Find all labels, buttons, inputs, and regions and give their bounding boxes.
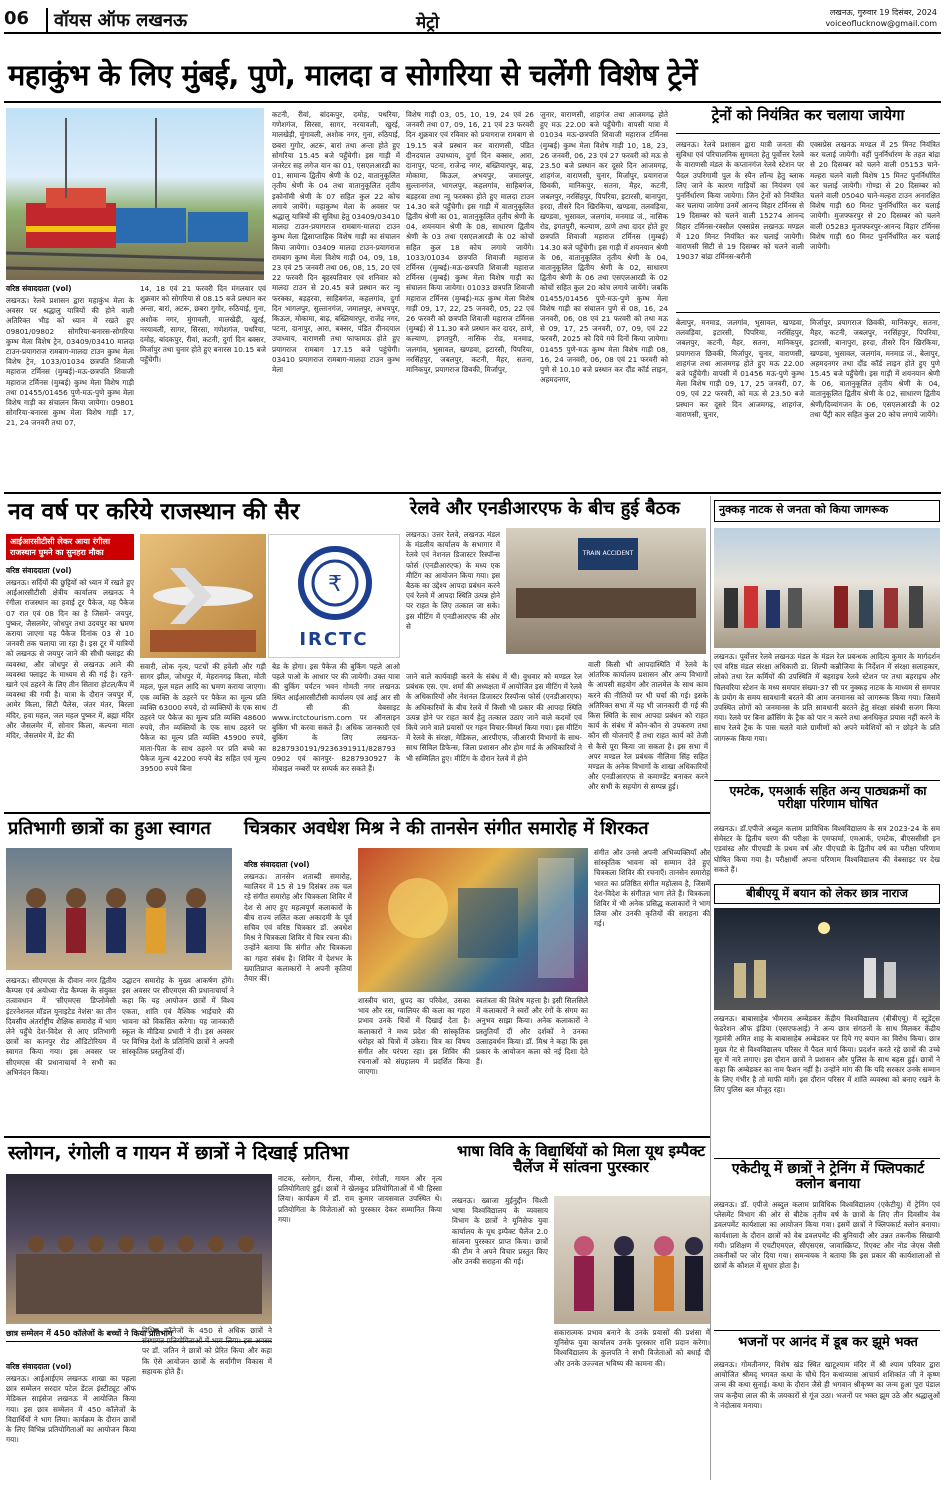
irctc-logo-icon xyxy=(269,535,400,625)
tansen-byline: वरिष्ठ संवाददाता (vol) xyxy=(244,860,310,869)
exam-body: लखनऊ। डॉ.एपीजे अब्दुल कलाम प्राविधिक विश्वविद्यालय के सत्र 2023-24 के सम सेमेस्टर के द्वितीय चरण की परीक्षा के एमफार्मा, एमआर्क, एमटेक, बीएससीसी इन एडवांस्ड और पीएचडी के प्रथम वर्ष और पीएचडी के द्वितीय वर्ष का परीक्षा परिणाम घोषित किया गया है। परीक्षार्थी अपना परिणाम विश्वविद्यालय की वेबसाइट पर देख सकते हैं। xyxy=(714,824,940,874)
bbau-body: लखनऊ। बाबासाहेब भीमराव अम्बेडकर केंद्रीय विश्वविद्यालय (बीबीएयू) में स्टूडेंट्स फेडरेशन ऑफ इंडिया (एसएफआई) ने अन्य छात्र संगठनों के साथ मिलकर केंद्रीय गृहमंत्री अमित शाह के बाबासाहेब अम्बेडकर पर दिये गए बयान का विरोध किया। छात्र मुख्य गेट से विश्वविद्यालय परिसर में पैदल मार्च किया। प्रदर्शन करते रहे छात्रों की उच्चे सुर में नारे लगाए। इस दौरान छात्रों ने प्रशासन और पुलिस के साथ बहस हुई। छात्रों ने कहा कि अम्बेडकर का नाम फैशन नहीं है। उन्होंने मांग की कि यदि सरकार उनके सम्मान के लिए गंभीर है तो माफी मांगें। इस दौरान परिसर में शांति व्यवस्था को बनाए रखने के लिए पुलिस बल मौजूद रहा। xyxy=(714,1014,940,1095)
lead-col-2: कटनी, रीवां, बांदकपुर, दमोह, पथरिया, गणेशगंज, सिरसा, सागर, नरयावली, खुरई, मालखेड़ी, मुंगावली, अशोक नगर, गुना, रुठियाई, छबरा गुगोर, अटरू, बारां तथा अन्ता होते हुए सोगरिया 15.45 बजे पहुँचेगी। इस गाड़ी में जनरेटर सह लगेज यान का 01, एसएलआरडी का 01, सामान्य द्वितीय श्रेणी के 02, वातानुकूलित तृतीय श्रेणी के 04 तथा वातानुकूलित तृतीय इकोनॉमी श्रेणी के 07 सहित कुल 22 कोच लगाये जायेंगे। महाकुम्भ मेला के अवसर पर श्रद्धालु यात्रियों की सुविधा हेतु 03409/03410 मालदा टाउन-प्रयागराज रामबाग-मालदा टाउन कुम्भ मेला द्विसाप्ताहिक विशेष गाड़ी का संचालन किया जायेगा। 03409 मालदा टाउन-प्रयागराज रामबाग कुम्भ मेला विशेष गाड़ी 04, 09, 18, 23 एवं 25 जनवरी तथा 06, 08, 15, 20 एवं 22 फरवरी दिन बृहस्पतिवार एवं शनिवार को मालदा टाउन से 20.45 बजे प्रस्थान कर न्यू फरक्का, बड़हरवा, साहिबगंज, कहलगांव, दुर्गा दिन भागलपुर, सुल्तानगंज, जमालपुर, अभयपुर, किऊल, मोकामा, बाढ़, बख्तियारपुर, राजेंद्र नगर, पटना, दानापुर, आरा, बक्सर, पंडित दीनदयाल उपाध्याय, वाराणसी तथा फाफामऊ होते हुए प्रयागराज रामबाग 17.15 बजे पहुंचेगी। 03410 प्रयागराज रामबाग-मालदा टाउन कुम्भ मेला xyxy=(272,110,400,375)
dateline xyxy=(825,7,937,29)
rajasthan-col-2: सवारी, लोक नृत्य, पटचों की हवेली और गड़ी सागर झील, जोधपुर में, मेहरानगढ़ किला, मोती महल, फूल महल आदि का भ्रमण कराया जाएगा। एक व्यक्ति के ठहरने पर पैकेज का मूल्य प्रति व्यक्ति 63000 रुपये, दो व्यक्तियों के एक साथ ठहरने पर पैकेज का मूल्य प्रति व्यक्ति 48600 रुपये, तीन व्यक्तियों के एक साथ ठहरने पर पैकेज का मूल्य प्रति व्यक्ति 45900 रुपये, माता-पिता के साथ ठहरने पर प्रति बच्चे का पैकेज मूल्य 42200 रुपये बेड सहित एवं मूल्य 39500 रुपये बिना xyxy=(140,662,266,774)
slogan-byline: वरिष्ठ संवाददाता (vol) xyxy=(6,1362,72,1371)
irctc-logo-box xyxy=(268,534,400,658)
lead-col-1: लखनऊ। रेलवे प्रशासन द्वारा महाकुंभ मेला के अवसर पर श्रद्धालु यात्रियों की होने वाली अतिरिक्त भीड़ को ध्यान में रखते हुए 09801/09802 सोगरिया-बनारस-सोगरिया कुम्भ मेला विशेष ट्रेन, 03409/03410 मालदा टाउन-प्रयागराज रामबाग-मालदा टाउन कुम्भ मेला विशेष ट्रेन, 1033/01034 छत्रपति शिवाजी महाराज टर्मिनस (मुम्बई)-मऊ-छत्रपति शिवाजी महाराज टर्मिनस (मुम्बई) कुम्भ मेला विशेष गाड़ी तथा 01455/01456 पुणे-मऊ-पुणे कुम्भ मेला विशेष गाड़ी का संचालन किया जायेगा। 09801 सोगरिया-बनारस कुम्भ मेला विशेष गाड़ी 17, 21, 24 जनवरी तथा 07, xyxy=(6,296,134,428)
slogan-col-2: विभिन्न कॉलेजों के 450 से अधिक छात्रों ने संस्थागत प्रतियोगिताओं में भाग लिया। इस अवसर पर डॉ. जतिन ने छात्रों को प्रेरित किया और कहा कि ऐसे आयोजन छात्रों के सर्वांगीण विकास में सहायक होते हैं। xyxy=(142,1326,272,1376)
divider xyxy=(714,780,940,781)
lead-col-10: मिर्जापुर, प्रयागराज छिवकी, मानिकपुर, सतना, मैहर, कटनी, जबलपुर, नरसिंहपुर, पिपरिया, इटारसी, बानापुरा, हरदा, तीसरे दिन खिरकिया, खण्डवा, भुसावल, जलगांव, मनमाड जं., बेलापुर, अहमदनगर तथा दौंड कॉर्ड लाइन होते हुए पुणे 15.45 बजे पहुँचेगी। इस गाड़ी में शयनयान श्रेणी के 06, वातानुकूलित तृतीय श्रेणी के 04, वातानुकूलित द्वितीय श्रेणी के 02, साधारण द्वितीय श्रेणी/दिव्यांगजन के 06, एसएलआरडी के 02 तथा पैंट्री कार सहित कुल 20 कोच लगाये जायेंगे। xyxy=(810,318,940,419)
crowd-image xyxy=(714,528,940,648)
date-text: लखनऊ, गुरुवार 19 दिसंबर, 2024 xyxy=(829,8,937,17)
lead-col-4: जुनार, वाराणसी, शाहगंज तथा आजमगढ़ होते हुए मऊ 22.00 बजे पहुँचेगी। वापसी यात्रा में 01034 मऊ-छत्रपति शिवाजी महाराज टर्मिनस (मुम्बई) कुम्भ मेला विशेष गाड़ी 10, 18, 23, 26 जनवरी, 06, 23 एवं 27 फरवरी को मऊ से 23.50 बजे प्रस्थान कर दूसरे दिन आजमगढ़, शाहगंज, वाराणसी, चुनार, मिर्जापुर, प्रयागराज छिवकी, मानिकपुर, सतना, मैहर, कटनी, जबलपुर, नरसिंहपुर, पिपरिया, इटारसी, बानापुरा, हरदा, तीसरे दिन खिरकिया, खण्डवा, तलवड़िया, खण्डवा, भुसावल, जलगांव, मनमाड जं., नासिक रोड, इगतपुरी, कल्याण, ठाणे तथा दादर होते हुए छत्रपति शिवाजी महाराज टर्मिनस (मुम्बई) 14.30 बजे पहुँचेगी। इस गाड़ी में शयनयान श्रेणी के 06, वातानुकूलित तृतीय श्रेणी के 04, वातानुकूलित द्वितीय श्रेणी के 02, साधारण द्वितीय श्रेणी के 06 तथा एसएलआरडी के 02 कोचों सहित कुल 20 कोच लगाये जायेंगे। जबकि 01455/01456 पुणे-मऊ-पुणे कुम्भ मेला विशेष गाड़ी का संचालन पुणे से 08, 16, 24 जनवरी, 06, 08 एवं 21 फरवरी को तथा मऊ से 09, 17, 25 जनवरी, 07, 09, एवं 22 फरवरी, 2025 को दिये गये दिनों किया जायेगा। 01455 पुणे-मऊ कुम्भ मेला विशेष गाड़ी 08, 16, 24 जनवरी, 06, 08 एवं 21 फरवरी को पुणे से 10.10 बजे प्रस्थान कर दौंड कॉर्ड लाइन, अहमदनगर, xyxy=(540,110,668,385)
bbau-headline: बीबीएयू में बयान को लेकर छात्र नाराज xyxy=(746,886,908,900)
slogan-col-3: नाटक, स्लोगन, रील्स, मीम्स, रंगोली, गायन और नृत्य प्रतियोगिताएं हुईं। छात्रों ने खेलकूद प्रतियोगिताओं में भी हिस्सा लिया। कार्यक्रम में डॉ. राम कुमार जायसवाल उपस्थित थे। प्रतियोगिता के विजेताओं को पुरस्कार देकर सम्मानित किया गया। xyxy=(278,1174,442,1224)
paper-name: वॉयस ऑफ लखनऊ xyxy=(46,8,187,32)
meeting-photo xyxy=(506,528,706,654)
tansen-col-1: लखनऊ। तानसेन शताब्दी समारोह, ग्वालियर में 15 से 19 दिसंबर तक चल रहे संगीत समारोह और चित्रकला शिविर में देश से आए हुए महत्वपूर्ण कलाकारों के बीच राज्य ललित कला अकादमी के पूर्व सचिव एवं वरिष्ठ चित्रकार डॉ. अवधेश मिश्र ने चित्रकला शिविर में चित्र रचना की। उन्होंने बताया कि संगीत और चित्रकला का गहरा संबंध है। शिविर में देशभर के ख्यातिप्राप्त कलाकारों ने अपनी कृतियां तैयार कीं। xyxy=(244,872,352,984)
tansen-col-3: स्वतंत्रता की विशेष महत्ता है। इसी सिलसिले में कलाकारों ने स्वरों और रंगों के संगम का अनुभव साझा किया। अनेक कलाकारों ने प्रस्तुतियाँ दीं और दर्शकों ने उनका उत्साहवर्धन किया। डॉ. मिश्र ने कहा कि इस प्रकार के आयोजन कला को नई दिशा देते हैं। xyxy=(476,996,588,1067)
page-number: 06 xyxy=(4,8,30,29)
lead-col-3: विशेष गाड़ी 03, 05, 10, 19, 24 एवं 26 जनवरी तथा 07, 09, 16, 21 एवं 23 फरवरी दिन शुक्रवार एवं रविवार को प्रयागराज रामबाग से 19.15 बजे प्रस्थान कर वाराणसी, पंडित दीनदयाल उपाध्याय, दुर्गा दिन बक्सर, आरा, दानापुर, पटना, राजेन्द्र नगर, बख्तियारपुर, बाढ़, मोकामा, किऊल, अभयपुर, जमालपुर, सुल्तानगंज, भागलपुर, कहलगांव, साहिबगंज, बड़हरवा तथा न्यू फरक्का होते हुए मालदा टाउन 14.30 बजे पहुँचेगी। इस गाड़ी में वातानुकूलित द्वितीय श्रेणी का 01, वातानुकूलित तृतीय श्रेणी के 04, शयनयान श्रेणी के 08, साधारण द्वितीय श्रेणी के 03 तथा एसएलआरडी के 02 कोचों सहित कुल 18 कोच लगाये जायेंगे। 1033/01034 छत्रपति शिवाजी महाराज टर्मिनस (मुम्बई)-मऊ-छत्रपति शिवाजी महाराज टर्मिनस (मुम्बई) कुम्भ मेला विशेष गाड़ी का संचालन किया जायेगा। 01033 छत्रपति शिवाजी महाराज टर्मिनस (मुम्बई)-मऊ कुम्भ मेला विशेष गाड़ी 09, 17, 22, 25 जनवरी, 05, 22 एवं 26 फरवरी को छत्रपति शिवाजी महाराज टर्मिनस (मुम्बई) से 11.30 बजे प्रस्थान कर दादर, ठाणे, कल्याण, इगतपुरी, नासिक रोड, मनमाड, जलगांव, भुसावल, खण्डवा, इटारसी, पिपरिया, नरसिंहपुर, जबलपुर, कटनी, मैहर, सतना, मानिकपुर, प्रयागराज छिवकी, मिर्जापुर, xyxy=(406,110,534,375)
tansen-col-2: शास्त्रीय धारा, ध्रुपद का परिवेश, उसका भाव और रस, ग्वालियर की कला का गहरा प्रभाव उनके चित्रों में दिखाई देता है। कलाकारों ने मध्य प्रदेश की सांस्कृतिक धरोहर को चित्रों में उकेरा। चित्र का विषय संगीत और परंपरा रहा। इस शिविर की रचनाओं को संग्रहालय में प्रदर्शित किया जाएगा। xyxy=(358,996,470,1077)
masthead-bar xyxy=(4,6,941,34)
sidebar-headline: ट्रेनों को नियंत्रित कर चलाया जायेगा xyxy=(711,106,905,124)
slogan-photo xyxy=(6,1174,272,1324)
painting-image xyxy=(358,848,588,992)
svg-text:₹: ₹ xyxy=(328,572,342,597)
group-image xyxy=(6,1174,272,1324)
rajasthan-byline: वरिष्ठ संवाददाता (vol) xyxy=(6,566,72,575)
language-photo xyxy=(554,1196,710,1324)
railmeet-col-1: लखनऊ। उत्तर रेलवे, लखनऊ मंडल के मंडलीय कार्यालय के सभागार में रेलवे एवं नेशनल डिजास्टर रिस्पॉन्स फोर्स (एनडीआरएफ) के मध्य एक मीटिंग का आयोजन किया गया। इस बैठक का उद्देश्य आपदा प्रबंधन करने एवं रेलवे में आपदा स्थिति उत्पन्न होने पर राहत के लिए तत्काल जा सके। इस मीटिंग में एनडीआरएफ की ओर से xyxy=(406,530,500,631)
flipkart-body: लखनऊ। डॉ. एपीजे अब्दुल कलाम प्राविधिक विश्वविद्यालय (एकेटीयू) में ट्रेनिंग एवं प्लेसमेंट विभाग की ओर से बीटेक तृतीय वर्ष के छात्रों के लिए तीन दिवसीय वेब डवलपमेंट कार्यशाला का आयोजन किया गया। इसमें छात्रों ने फ्लिपकार्ट क्लोन बनाया। कार्यशाला के दौरान छात्रों को वेब डवलपमेंट की बुनियादी और उन्नत तकनीक सिखायी गयी। प्रशिक्षण में एचटीएमएल, सीएसएस, जावास्क्रिप्ट, रिएक्ट और नोड जेएस जैसी तकनीकों पर जोर दिया गया। समन्वयक ने बताया कि इस प्रकार की कार्यशालाओं से छात्रों के कौशल में सुधार होता है। xyxy=(714,1200,940,1271)
train-image xyxy=(6,108,264,280)
projector-screen: TRAIN ACCIDENT xyxy=(578,538,638,570)
rajasthan-col-3: बेड के होगा। इस पैकेज की बुकिंग पहले आओ पहले पाओ के आधार पर की जायेगी। उक्त यात्रा की बुकिंग पर्यटन भवन गोमती नगर लखनऊ स्थित आईआरसीटीसी कार्यालय एवं आई आर सी टी सी की वेबसाइट www.irctctourism.com पर ऑनलाइन बुकिंग भी करवा सकते हैं। अधिक जानकारी एवं बुकिंग के लिए लखनऊ- 8287930191/9236391911/828793 0902 एवं कानपुर- 8287930927 के मोबाइल नम्बरों पर सम्पर्क कर सकते हैं। xyxy=(272,662,400,774)
students-image xyxy=(6,848,232,970)
slogan-headline: स्लोगन, रंगोली व गायन में छात्रों ने दिखाई प्रतिभा xyxy=(8,1142,349,1164)
welcome-headline: प्रतिभागी छात्रों का हुआ स्वागत xyxy=(8,818,211,839)
rajasthan-col-1: लखनऊ। सर्दियों की छुट्टियों को ध्यान में रखते हुए आईआरसीटीसी क्षेत्रीय कार्यालय लखनऊ ने रंगीला राजस्थान का हवाई टूर पैकेज, यह पैकेज 07 रात एवं 08 दिन का है जिसमें- जयपुर, पुष्कर, जैसलमेर, जोधपुर तथा उदयपुर का भ्रमण कराया जाएगा यह पैकेज दिनांक 03 से 10 जनवरी तक चलाया जा रहा है। इस टूर में यात्रियों को लखनऊ से जयपुर जाने की सीधी फ्लाइट की व्यवस्था, और जोधपुर से लखनऊ आने की व्यवस्था फ्लाइट के माध्यम से की गई है। रहने-खाने एवं ठहरने के लिए तीन सितारा होटल/कैंप में व्यवस्था की गयी है। यात्रा के दौरान जयपुर में, आमेर किला, सिटी पैलेस, जंतर मंतर, बिरला मंदिर, हवा महल, जल महल पुष्कर में, ब्रह्मा मंदिर और जैसलमेर में, सोनार किला, कल्पना माता मंदिर, जैसलमेर में, डेट की xyxy=(6,578,134,741)
column-divider xyxy=(710,496,711,1480)
divider xyxy=(4,1136,710,1138)
bbau-head-box xyxy=(714,884,940,904)
language-col-2: सकारात्मक प्रभाव बनाने के उनके प्रयासों की प्रशंसा में यूनिसेफ युवा कार्यालय उनके पुरस्कार राशि प्रदान करेगा। विश्वविद्यालय के कुलपति ने सभी विजेताओं को बधाई दी और उनके उज्ज्वल भविष्य की कामना की। xyxy=(554,1328,710,1368)
section-name: मेट्रो xyxy=(416,13,440,33)
train-photo xyxy=(6,108,264,280)
railmeet-col-2: जाने वाले कार्यवाही करने के संबंध में थी। वुधवार को मण्डल रेल प्रबंधक एस. एम. शर्मा की अध्यक्षता में आयोजित इस मीटिंग में रेलवे के अधिकारियों और नेशनल डिजास्टर रिस्पॉन्स फोर्स (एनडीआरएफ) के अधिकारियों के बीच रेलवे में किसी भी प्रकार की आपदा स्थिति उत्पन्न होने पर राहत कार्य हेतु तत्काल उठाए जाने वाले कदमों एवं किये जाने वाले प्रयासों पर गहन विचार-विमर्श किया गया। इस मीटिंग में रेलवे के संरक्षा, मेडिकल, आरपीएफ, जीआरपी विभागों के साथ-साथ सिविल डिफेन्स, जिला प्रशासन और होम गार्ड के अधिकारियों ने भी सम्मिलित हुए। मीटिंग के दौरान रेलवे में होने xyxy=(406,672,582,763)
protest-image xyxy=(714,908,940,1010)
nukkad-head-box xyxy=(714,500,940,522)
tansen-painting-photo xyxy=(358,848,588,992)
railmeet-headline: रेलवे और एनडीआरएफ के बीच हुई बैठक xyxy=(410,498,680,519)
divider xyxy=(714,1330,940,1331)
nukkad-headline: नुक्कड़ नाटक से जनता को किया जागरूक xyxy=(719,503,889,516)
lead-byline: वरिष्ठ संवाददाता (vol) xyxy=(6,284,72,293)
flipkart-headline: एकेटीयू में छात्रों ने ट्रेनिंग में फ्लिपकार्ट क्लोन बनाया xyxy=(731,1161,925,1192)
nukkad-body: लखनऊ। पूर्वोत्तर रेलवे लखनऊ मंडल के मंडल रेल प्रबन्धक आदित्य कुमार के मार्गदर्शन एवं वरिष्ठ मंडल संरक्षा अधिकारी डा. शिल्पी कन्नौजिया के निर्देशन में संरक्षा सलाहकार, लोको तथा रेल कर्मियों की उपस्थिति में बहराइच रेलवे स्टेशन पर तथा बहराइच और चिलवरिया स्टेशन के मध्य समपार संख्या-37 सी पर नुक्कड़ नाटक के माध्यम से समपार के प्रयोग के समय सावधानी बरतने की आम जनमानस को जागरूक किया गया। जिसमें उपस्थित लोगों को जनमानस के प्रति सावधानी बरतने हेतु संरक्षा संबंधी सजग किया गया। रेलवे पर बिना क्रॉसिंग के ट्रैक को पार न करने तथा अनधिकृत प्रयास नहीं करने के साथ रेलवे ट्रैक के पास चलते वाले ग्रामीणों को अपने मवेशियों को न छोड़ने के प्रति जागरूक किया गया। xyxy=(714,652,940,743)
lead-headline: महाकुंभ के लिए मुंबई, पुणे, मालदा व सोगरिया से चलेंगी विशेष ट्रेनें xyxy=(8,58,698,92)
irctc-logo-text: IRCTC xyxy=(299,629,369,650)
email-text: voiceoflucknow@gmail.com xyxy=(825,19,937,28)
meeting-table xyxy=(516,588,696,618)
divider xyxy=(4,101,941,103)
welcome-col-1: लखनऊ। सीएमएस के दीवान नगर द्वितीय कैम्पस एवं अयोध्या रोड कैम्पस के संयुक्त तत्वावधान में 'सीएमएस डिप्लोमेसी इंटरनेशनल मॉडल यूनाइटेड नेशंस' का तीन दिवसीय अंतर्राष्ट्रीय शैक्षिक समारोह में भाग लेने पहुँचे देश-विदेश से आए प्रतिभागी छात्रों का कानपुर रोड ऑडिटोरियम में स्वागत किया गया। इस अवसर पर सीएमएस की प्रधानाचार्या ने सभी का अभिनंदन किया। xyxy=(6,976,116,1077)
sidebar-col-2: एक्सप्रेस लखनऊ मण्डल में 25 मिनट नियंत्रित कर चलाई जायेगी। वहीं पुनर्निर्धारण के तहत बांद्रा से 20 दिसम्बर को चलने वाली 05153 चाने-मल्हरा चलने वाली विशेष 15 मिनट पुनर्निर्धारित कर चलाई जायेगी। गोण्डा से 20 दिसम्बर को चलने वाली 05040 चाने-मल्हरा टाउन अनारक्षित विशेष गाड़ी 60 मिनट पुनर्निर्धारित कर चलाई जायेगी। मुजफ्फरपुर से 20 दिसम्बर को चलने वाली 05283 मुजफ्फरपुर-आनन्द विहार टर्मिनस विशेष गाड़ी 60 मिनट पुनर्निर्धारित कर चलाई जायेगी। xyxy=(810,140,940,252)
railmeet-col-3: वाली किसी भी आपदास्थिति में रेलवे के आंतरिक कार्यालय प्रशासन और अन्य विभागों के आपसी सहयोग और तालमेल के साथ काम करने की नीतियों पर भी चर्चा की गई। इसके अतिरिक्त सभा में यह भी जानकारी दी गई की किस स्थिति के साथ आपदा प्रबंधन को राहत कार्य के संबंध में कौन-कौन से उपकरण तथा कौन सी योजनाएँ हैं तथा राहत कार्य को तेजी से कैसे पूरा किया जा सकता है। इस सभा में अपर मण्डल रेल प्रबंधक नीलिमा सिंह सहित मण्डल के अनेक विभागों के शाखा अधिकारियों और एनडीआरएफ से कमाण्डेंट बनाकर करने और सभी के सहयोग से सम्पन्न हुई। xyxy=(588,660,708,792)
lead-col-7: 14, 18 एवं 21 फरवरी दिन मंगलवार एवं शुक्रवार को सोगरिया से 08.15 बजे प्रस्थान कर अन्ता, बारां, अटरू, छबरा गुगोर, रुठियाई, गुना, अशोक नगर, मुंगावली, मालखेड़ी, खुरई, नरयावली, सागर, सिरसा, गणेशगंज, पथरिया, दमोह, बांदकपुर, रीवां, कटनी, दुर्गा दिन बक्सर, मिर्जापुर तथा चुनार होते हुए बनारस 10.15 बजे पहुँचेगी। xyxy=(140,284,266,365)
bhajan-body: लखनऊ। गोमतीनगर, विशेष खंड स्थित खाटूश्याम मंदिर में श्री श्याम परिवार द्वारा आयोजित श्रीमद् भगवत कथा के चौथे दिन कथाव्यास आचार्य शशिकांत जी ने कृष्ण जन्म की कथा सुनाई। कथा के दौरान जैसे ही भगवान श्रीकृष्ण का जन्म हुआ पूरा पंडाल जय कन्हैया लाल की के जयकारों से गूंज उठा। भजनों पर भक्त झूम उठे और श्रद्धालुओं ने नंदोत्सव मनाया। xyxy=(714,1360,940,1410)
sidebar-col-1: लखनऊ। रेलवे प्रशासन द्वारा यात्री जनता की सुविधा एवं परिचालनिक सुगमता हेतु पूर्वोत्तर रेलवे के वाराणसी मंडल के कप्तानगंज रेलवे स्टेशन पर पैदल उपरिगामी पुल के स्पैन लॉन्च हेतु ब्लाक लिए जाने के कारण गाड़ियों का नियंत्रण एवं पुनर्निर्धारण किया जायेगा। जिन ट्रेनों को नियंत्रित कर चलाया जायेगा उनमें आनन्द विहार टर्मिनस से 19 दिसम्बर को चलने वाली 15274 आनन्द विहार टर्मिनस-रक्सौल एक्सप्रेस लखनऊ मण्डल में 120 मिनट नियंत्रित कर चलाई जायेगी। वाराणसी सिटी से 19 दिसम्बर को चलने वाली 19037 बांद्रा टर्मिनस-बरौनी xyxy=(676,140,804,262)
language-headline: भाषा विवि के विद्यार्थियों को मिला यूथ इम्पैक्ट चैलेंज में सांत्वना पुरस्कार xyxy=(456,1142,706,1176)
sidebar-head-wrap xyxy=(676,108,940,134)
slogan-col-1: लखनऊ। आईआईएम लखनऊ शाखा का पहला छात्र सम्मेलन सरदार पटेल डेंटल इंस्टीट्यूट ऑफ मेडिकल साइंसेज लखनऊ में आयोजित किया गया। इस छात्र सम्मेलन में 450 कॉलेजों के विद्यार्थियों ने भाग लिया। कार्यक्रम के दौरान छात्रों के लिए विभिन्न प्रतियोगिताओं का आयोजन किया गया। xyxy=(6,1374,136,1445)
bhajan-headline: भजनों पर आनंद में डूब कर झूमे भक्त xyxy=(738,1335,918,1350)
tansen-headline: चित्रकार अवधेश मिश्र ने की तानसेन संगीत समारोह में शिरकत xyxy=(244,818,649,839)
language-col-1: लखनऊ। ख्वाजा मुईनुद्दीन चिश्ती भाषा विश्वविद्यालय के व्यवसाय विभाग के छात्रों ने यूनिसेफ युवा कार्यालय के यूथ इम्पैक्ट चैलेंज 2.0 सांत्वना पुरस्कार प्राप्त किया। छात्रों की टीम ने अपने विचार प्रस्तुत किए और उनकी सराहना की गई। xyxy=(452,1196,548,1267)
exam-headline: एमटेक, एमआर्क सहित अन्य पाठ्यक्रमों का परीक्षा परिणाम घोषित xyxy=(729,783,927,812)
winners-image xyxy=(554,1196,710,1324)
rajasthan-photo xyxy=(140,534,266,658)
lead-col-9: बेलापुर, मनमाड, जलगांव, भुसावल, खण्डवा, तलवड़िया, इटारसी, पिपरिया, नरसिंहपुर, जबलपुर, कटनी, मैहर, सतना, मानिकपुर, प्रयागराज छिवकी, मिर्जापुर, चुनार, वाराणसी, शाहगंज तथा आजमगढ़ होते हुए मऊ 22.00 बजे पहुँचेगी। वापसी में 01456 मऊ-पुणे कुम्भ मेला विशेष गाड़ी 09, 17, 25 जनवरी, 07, 09, एवं 22 फरवरी, को मऊ से 23.50 बजे प्रस्थान कर दूसरे दिन आजमगढ़, शाहगंज, वाराणसी, चुनार, xyxy=(676,318,804,419)
welcome-photo xyxy=(6,848,232,970)
welcome-col-2: उद्घाटन समारोह के मुख्य आकर्षण होंगे। इस अवसर पर सीएमएस की प्रधानाचार्या ने कहा कि यह आयोजन छात्रों में विश्व एकता, शांति एवं वैश्विक भाईचारे की भावना को विकसित करेगा। यह जानकारी स्कूल के मीडिया प्रभारी ने दी। इस अवसर पर विभिन्न देशों के प्रतिनिधि छात्रों ने अपनी सांस्कृतिक प्रस्तुतियां दीं। xyxy=(122,976,234,1057)
slogan-caption: छात्र सम्मेलन में 450 कॉलेजों के बच्चों ने किया प्रतिभाग xyxy=(6,1328,272,1342)
tansen-col-4: संगीत और उनसे अपनी अभिव्यक्तियाँ और सांस्कृतिक भावना को सम्मान देते हुए चित्रकला शिविर की रचनाएँ। तानसेन समारोह भारत का प्रतिष्ठित संगीत महोत्सव है, जिसमें देश-विदेश के संगीतज्ञ भाग लेते हैं। चित्रकला शिविर में भी अनेक प्रसिद्ध कलाकारों ने भाग लिया और उनकी कृतियों की सराहना की गई। xyxy=(594,848,710,929)
divider xyxy=(4,812,710,814)
nukkad-photo xyxy=(714,528,940,648)
plane-image xyxy=(140,534,266,658)
rajasthan-tag: आईआरसीटीसी लेकर आया रंगीला राजस्थान घुमने का सुनहरा मौका xyxy=(6,534,134,560)
divider xyxy=(676,312,940,313)
rajasthan-headline: नव वर्ष पर करिये राजस्थान की सैर xyxy=(8,499,300,525)
divider xyxy=(714,1158,940,1159)
bbau-photo xyxy=(714,908,940,1010)
divider xyxy=(4,492,941,494)
